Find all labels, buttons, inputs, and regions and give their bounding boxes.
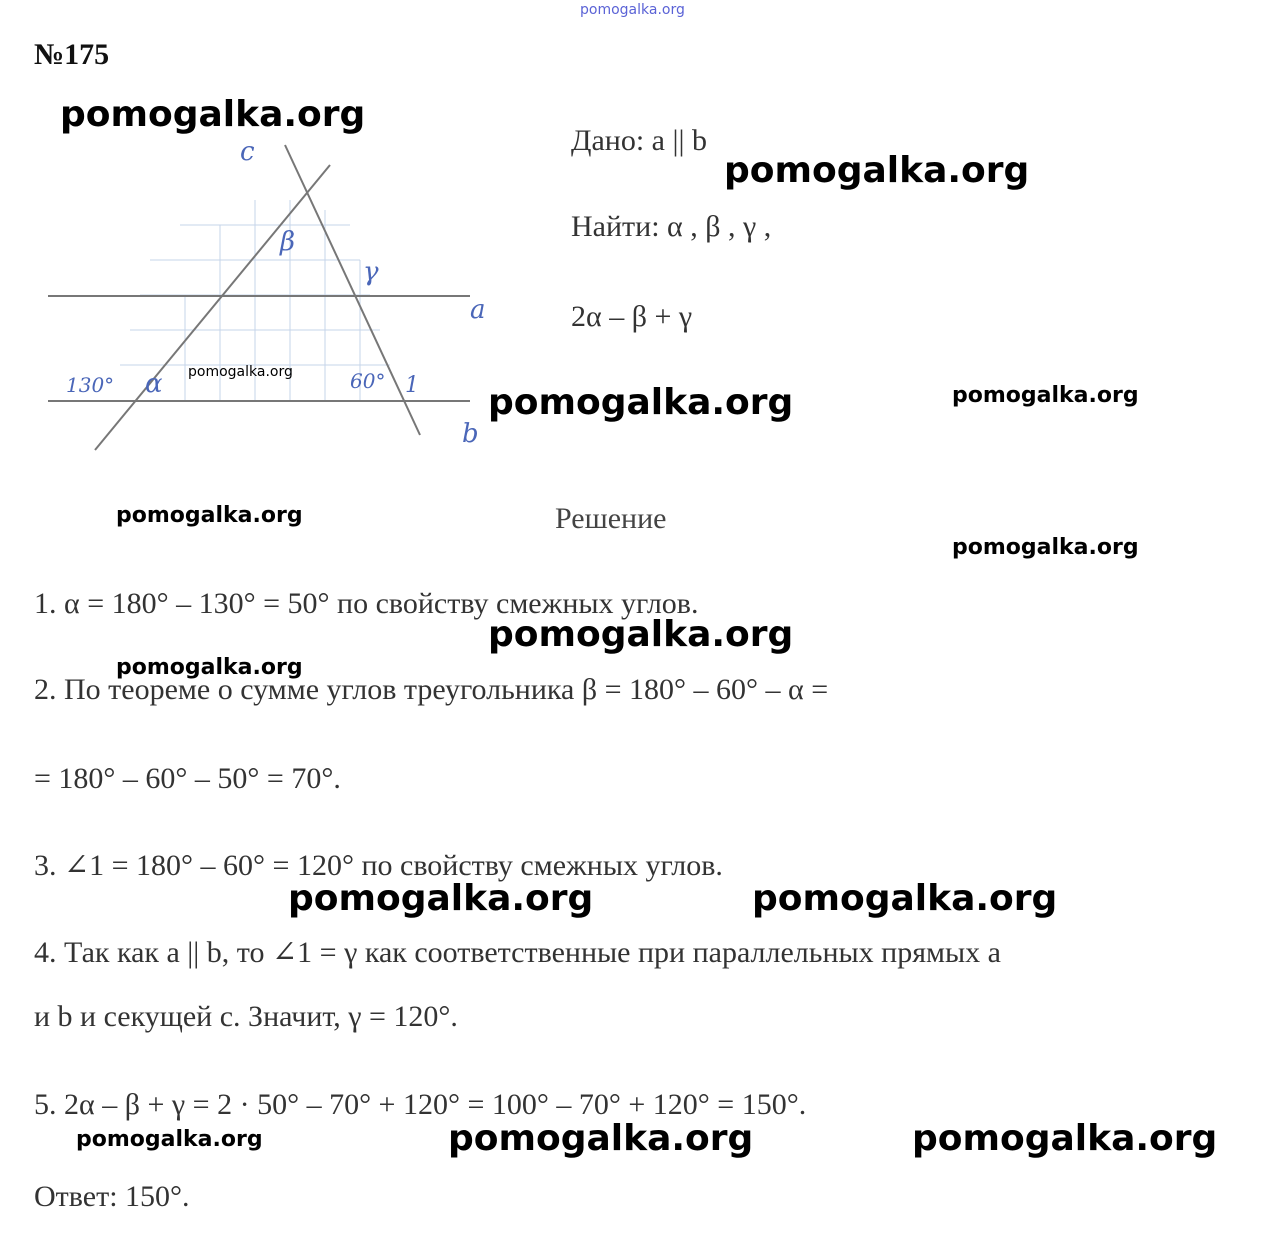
given-text: Дано: a || b [571, 124, 707, 157]
watermark: pomogalka.org [448, 1118, 754, 1159]
answer-text: Ответ: 150°. [34, 1180, 190, 1213]
watermark: pomogalka.org [724, 150, 1030, 191]
watermark: pomogalka.org [288, 878, 594, 919]
watermark: pomogalka.org [912, 1118, 1218, 1159]
watermark: pomogalka.org [952, 383, 1139, 408]
step-4-cont: и b и секущей c. Значит, γ = 120°. [34, 1000, 458, 1033]
problem-number: №175 [34, 38, 110, 71]
step-2-cont: = 180° – 60° – 50° = 70°. [34, 762, 341, 795]
geometry-figure [30, 130, 510, 460]
label-60: 60° [350, 369, 386, 393]
watermark: pomogalka.org [76, 1127, 263, 1152]
site-tag-top[interactable]: pomogalka.org [580, 2, 685, 18]
label-c: c [240, 137, 255, 167]
step-2: 2. По теореме о сумме углов треугольника β = 180° – 60° – α = [34, 673, 829, 706]
label-alpha: ɑ [145, 369, 163, 399]
label-gamma: γ [363, 257, 379, 287]
watermark: pomogalka.org [116, 503, 303, 528]
step-4: 4. Так как a || b, то ∠1 = γ как соответственные при параллельных прямых a [34, 936, 1001, 969]
line-c [95, 165, 330, 450]
watermark: pomogalka.org [116, 655, 303, 680]
label-beta: β [280, 227, 296, 257]
label-a: a [470, 295, 486, 325]
watermark: pomogalka.org [488, 614, 794, 655]
solution-title: Решение [555, 502, 667, 535]
label-130: 130° [66, 373, 115, 397]
watermark: pomogalka.org [752, 878, 1058, 919]
step-5: 5. 2α – β + γ = 2 · 50° – 70° + 120° = 100° – 70° + 120° = 150°. [34, 1088, 807, 1121]
watermark: pomogalka.org [60, 94, 366, 135]
expression-text: 2α – β + γ [571, 300, 693, 333]
label-1: 1 [405, 373, 419, 398]
step-3: 3. ∠1 = 180° – 60° = 120° по свойству смежных углов. [34, 849, 723, 882]
watermark: pomogalka.org [488, 382, 794, 423]
watermark: pomogalka.org [188, 364, 293, 380]
watermark: pomogalka.org [952, 535, 1139, 560]
step-1: 1. α = 180° – 130° = 50° по свойству смежных углов. [34, 587, 699, 620]
label-b: b [462, 419, 479, 449]
find-text: Найти: α , β , γ , [571, 210, 772, 243]
